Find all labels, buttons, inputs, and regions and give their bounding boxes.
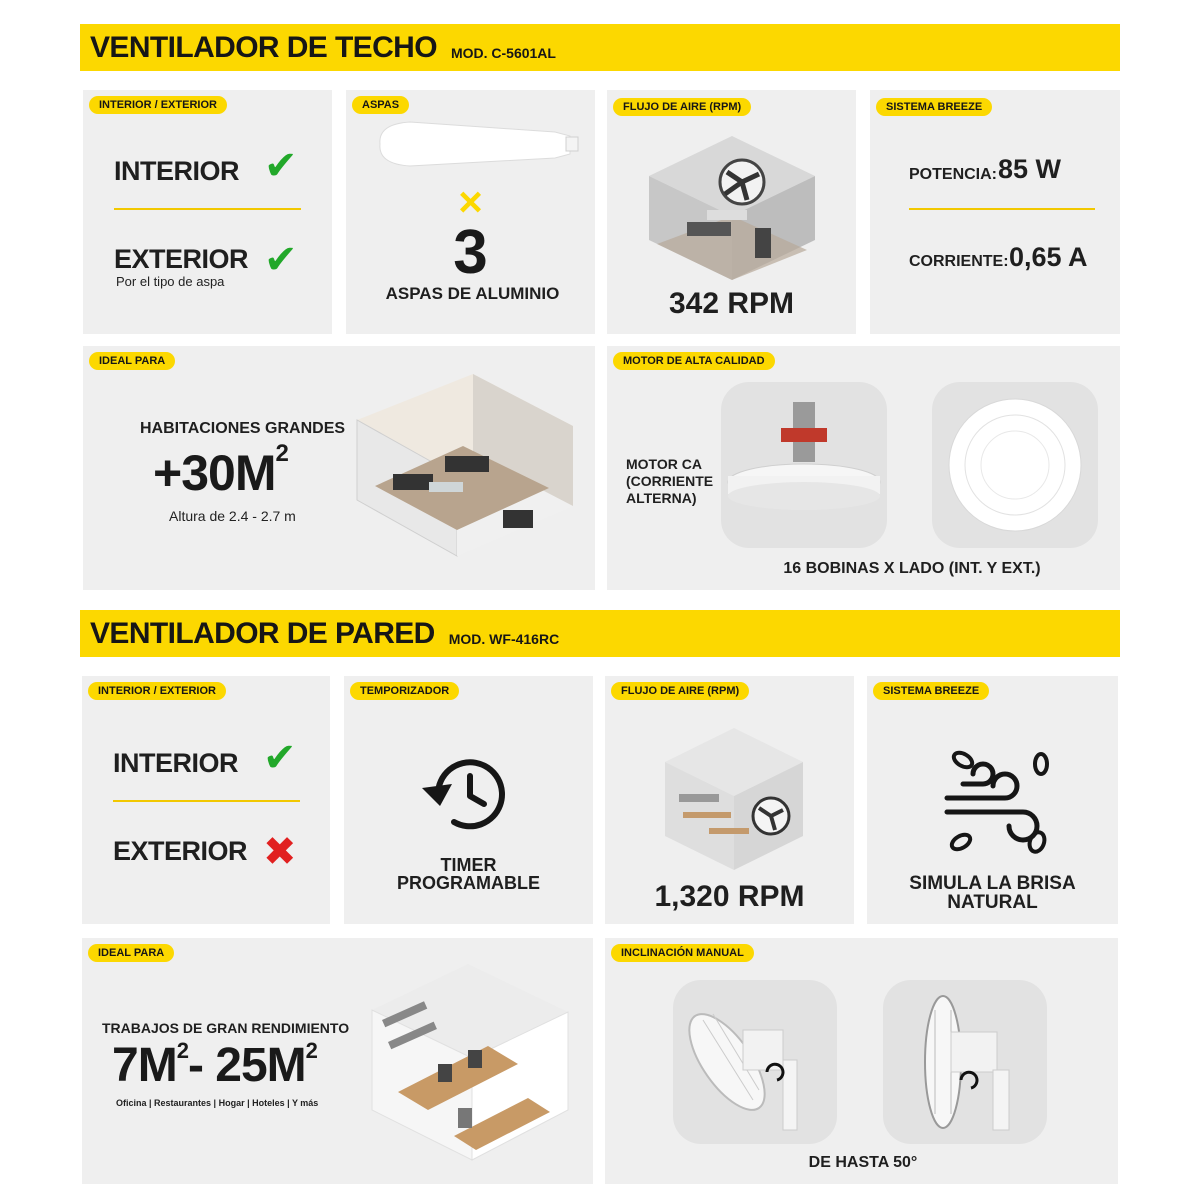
motor-coils: 16 BOBINAS X LADO (INT. Y EXT.) — [783, 560, 1041, 577]
timer-label — [344, 856, 593, 892]
timer-line-1: TIMER — [440, 855, 497, 875]
upright-fan-illustration — [883, 980, 1047, 1144]
wall-ideal-tag: IDEAL PARA — [88, 944, 174, 962]
divider — [114, 208, 301, 210]
wind-leaves-icon — [943, 746, 1053, 856]
wall-ideal-places: Oficina | Restaurantes | Hogar | Hoteles | Y más — [116, 1098, 319, 1108]
ceiling-exterior-label: EXTERIOR — [114, 244, 249, 274]
power-label: POTENCIA: — [909, 166, 997, 183]
tilted-fan-illustration — [673, 980, 837, 1144]
ceiling-title: VENTILADOR DE TECHO — [90, 30, 437, 64]
area-min: 7M — [112, 1039, 177, 1092]
wall-breeze-panel — [867, 676, 1118, 924]
ceiling-rpm: 342 RPM — [668, 287, 795, 320]
motor-type — [626, 456, 713, 507]
motor-line-2: (CORRIENTE — [626, 473, 714, 489]
ceiling-breeze-panel — [870, 90, 1120, 334]
blade-count: 3 — [453, 218, 488, 287]
ideal-area — [153, 440, 288, 502]
wall-tilt-tag: INCLINACIÓN MANUAL — [611, 944, 754, 962]
blade-label: ASPAS DE ALUMINIO — [385, 284, 560, 303]
ceiling-airflow-tag: FLUJO DE AIRE (RPM) — [613, 98, 751, 116]
area-min-sup: 2 — [176, 1038, 188, 1063]
wall-breeze-tag: SISTEMA BREEZE — [873, 682, 989, 700]
area-max: - 25M — [187, 1039, 306, 1092]
ceiling-breeze-tag: SISTEMA BREEZE — [876, 98, 992, 116]
area-max-sup: 2 — [305, 1038, 317, 1063]
breeze-line-1: SIMULA LA BRISA — [909, 873, 1076, 894]
current-value: 0,65 A — [1009, 242, 1088, 272]
motor-photo — [721, 382, 887, 548]
room-fan-illustration — [647, 132, 817, 282]
wall-title: VENTILADOR DE PARED — [90, 616, 435, 650]
current-label: CORRIENTE: — [909, 253, 1009, 270]
check-icon: ✔ — [264, 144, 298, 188]
ceiling-exterior-note: Por el tipo de aspa — [116, 274, 225, 289]
timer-history-icon — [416, 754, 512, 834]
wall-ideal-panel — [82, 938, 593, 1184]
tilt-photo-1 — [673, 980, 837, 1144]
ceiling-model: MOD. C-5601AL — [450, 44, 556, 61]
wall-airflow-tag: FLUJO DE AIRE (RPM) — [611, 682, 749, 700]
ceiling-ideal-tag: IDEAL PARA — [89, 352, 175, 370]
wall-ideal-heading: TRABAJOS DE GRAN RENDIMIENTO — [102, 1020, 350, 1036]
ceiling-use-tag: INTERIOR / EXTERIOR — [89, 96, 227, 114]
blade-icon — [370, 118, 580, 168]
wall-timer-tag: TEMPORIZADOR — [350, 682, 459, 700]
check-icon: ✔ — [264, 238, 298, 282]
divider — [113, 800, 300, 802]
office-illustration — [368, 960, 578, 1170]
living-room-illustration — [353, 370, 583, 570]
times-icon: × — [458, 178, 483, 225]
power-value: 85 W — [998, 154, 1062, 184]
wall-use-panel — [82, 676, 330, 924]
ceiling-interior-label: INTERIOR — [114, 156, 240, 186]
wall-banner — [80, 610, 1120, 657]
wall-ideal-area — [112, 1038, 317, 1093]
tilt-photo-2 — [883, 980, 1047, 1144]
cross-icon: ✖ — [263, 830, 297, 874]
wall-interior-label: INTERIOR — [113, 748, 239, 778]
wall-rpm: 1,320 RPM — [654, 880, 805, 913]
ceiling-motor-tag: MOTOR DE ALTA CALIDAD — [613, 352, 775, 370]
office-fan-illustration — [659, 724, 809, 874]
ceiling-blades-tag: ASPAS — [352, 96, 409, 114]
wall-timer-panel — [344, 676, 593, 924]
divider — [909, 208, 1095, 210]
breeze-line-2: NATURAL — [947, 892, 1038, 913]
motor-cover-illustration — [932, 382, 1098, 548]
ceiling-banner — [80, 24, 1120, 71]
wall-use-tag: INTERIOR / EXTERIOR — [88, 682, 226, 700]
motor-line-3: ALTERNA) — [626, 490, 697, 506]
ceiling-motor-panel — [607, 346, 1120, 590]
ideal-heading: HABITACIONES GRANDES — [140, 420, 346, 437]
wall-tilt-panel — [605, 938, 1118, 1184]
check-icon: ✔ — [263, 736, 297, 780]
timer-line-2: PROGRAMABLE — [397, 873, 540, 893]
ideal-area-sup: 2 — [275, 440, 288, 467]
ideal-height: Altura de 2.4 - 2.7 m — [169, 508, 296, 524]
tilt-label: DE HASTA 50° — [808, 1154, 918, 1171]
ceiling-blades-panel — [346, 90, 595, 334]
wall-exterior-label: EXTERIOR — [113, 836, 248, 866]
wall-airflow-panel — [605, 676, 854, 924]
ceiling-airflow-panel — [607, 90, 856, 334]
motor-line-1: MOTOR CA — [626, 456, 702, 472]
motor-cover-photo — [932, 382, 1098, 548]
ceiling-use-panel — [83, 90, 332, 334]
ceiling-ideal-panel — [83, 346, 595, 590]
motor-illustration — [721, 382, 887, 548]
wall-model: MOD. WF-416RC — [448, 630, 560, 647]
breeze-label — [867, 874, 1118, 912]
ideal-area-value: +30M — [153, 445, 276, 501]
